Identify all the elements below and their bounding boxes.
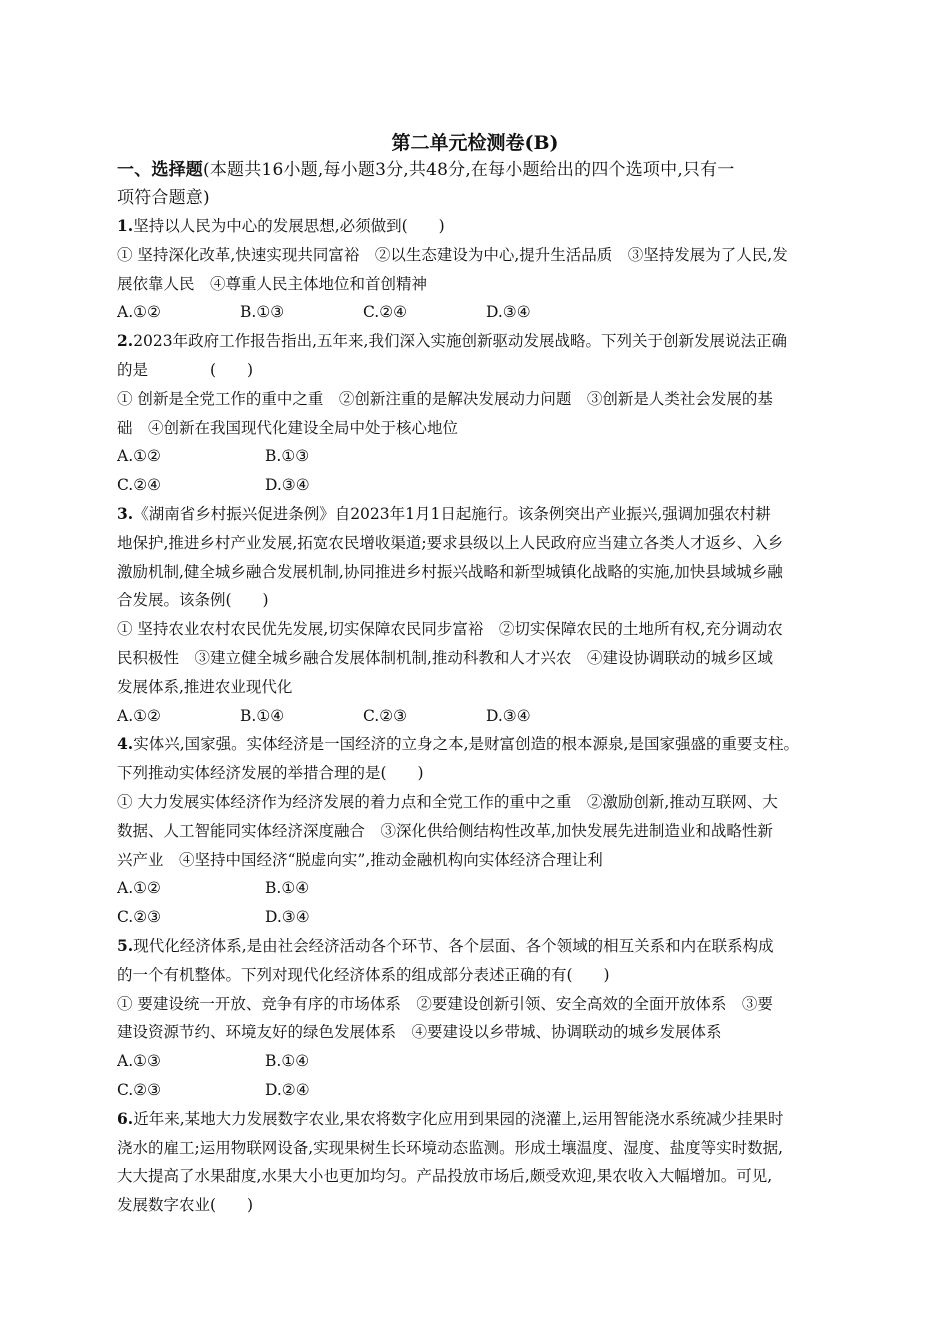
question-stem-line: 浇水的雇工;运用物联网设备,实现果树生长环境动态监测。形成土壤温度、湿度、盐度等实时数据, (117, 1138, 784, 1157)
option-a[interactable]: A.①② (117, 303, 161, 322)
question-2 (117, 327, 837, 500)
section-desc-line: 项符合题意) (117, 188, 210, 208)
option-c[interactable]: C.②③ (117, 1080, 162, 1099)
options-row (117, 702, 837, 731)
options-row (117, 298, 837, 327)
question-stem-line: 发展数字农业( ) (117, 1196, 254, 1215)
question-stem-line: 3.《湖南省乡村振兴促进条例》自2023年1月1日起施行。该条例突出产业振兴,强调加强农村耕 (117, 503, 771, 523)
statement-line: ① 坚持农业农村农民优先发展,切实保障农民同步富裕 ②切实保障农民的土地所有权,充分调动农 (117, 620, 783, 639)
section-title: 一、选择题 (117, 160, 203, 180)
option-c[interactable]: C.②④ (117, 476, 162, 495)
options-row (117, 903, 837, 932)
option-b[interactable]: B.①③ (240, 303, 285, 322)
section-heading (117, 156, 837, 212)
question-stem-line: 4.实体兴,国家强。实体经济是一国经济的立身之本,是财富创造的根本源泉,是国家强盛的重要支柱。 (117, 734, 799, 754)
question-stem-line: 1.坚持以人民为中心的发展思想,必须做到( ) (117, 216, 445, 235)
question-number: 1. (117, 216, 134, 235)
option-b[interactable]: B.①④ (240, 706, 285, 725)
question-3 (117, 500, 837, 730)
question-4 (117, 730, 837, 932)
statement-line: 兴产业 ④坚持中国经济“脱虚向实”,推动金融机构向实体经济合理让利 (117, 850, 603, 869)
question-stem-line: 5.现代化经济体系,是由社会经济活动各个环节、各个层面、各个领域的相互关系和内在联系构成 (117, 935, 774, 955)
question-number: 4. (117, 734, 134, 754)
question-number: 6. (117, 1108, 134, 1128)
statement-line: ① 要建设统一开放、竞争有序的市场体系 ②要建设创新引领、安全高效的全面开放体系 ③要 (117, 994, 773, 1013)
statement-line: 础 ④创新在我国现代化建设全局中处于核心地位 (117, 418, 459, 437)
statement-line: 建设资源节约、环境友好的绿色发展体系 ④要建设以乡带城、协调联动的城乡发展体系 (117, 1023, 722, 1042)
options-row (117, 442, 837, 471)
option-d[interactable]: D.③④ (486, 303, 531, 322)
question-1 (117, 212, 837, 327)
question-5 (117, 932, 837, 1105)
option-c[interactable]: C.②③ (363, 706, 408, 725)
option-a[interactable]: A.①② (117, 879, 161, 898)
statement-line: ① 大力发展实体经济作为经济发展的着力点和全党工作的重中之重 ②激励创新,推动互联网、大 (117, 792, 778, 811)
options-row (117, 471, 837, 500)
options-row (117, 874, 837, 903)
question-stem-line: 地保护,推进乡村产业发展,拓宽农民增收渠道;要求县级以上人民政府应当建立各类人才返乡、入乡 (117, 533, 784, 552)
statement-line: 数据、人工智能同实体经济深度融合 ③深化供给侧结构性改革,加快发展先进制造业和战略性新 (117, 821, 773, 840)
statement-line: 民积极性 ③建立健全城乡融合发展体制机制,推动科教和人才兴农 ④建设协调联动的城乡区域 (117, 648, 773, 667)
question-stem-line: 6.近年来,某地大力发展数字农业,果农将数字化应用到果园的浇灌上,运用智能浇水系统减少挂果时 (117, 1108, 784, 1128)
statement-line: ① 坚持深化改革,快速实现共同富裕 ②以生态建设为中心,提升生活品质 ③坚持发展为了人民,发 (117, 245, 788, 264)
section-desc-line: (本题共16小题,每小题3分,共48分,在每小题给出的四个选项中,只有一 (203, 160, 735, 180)
option-c[interactable]: C.②④ (363, 303, 408, 322)
question-stem-line: 合发展。该条例( ) (117, 591, 269, 610)
option-a[interactable]: A.①② (117, 447, 161, 466)
question-6 (117, 1105, 837, 1220)
question-number: 2. (117, 331, 134, 351)
question-stem-line: 的是 ( ) (117, 360, 254, 379)
option-d[interactable]: D.③④ (265, 476, 310, 495)
option-b[interactable]: B.①④ (265, 879, 310, 898)
statement-line: 展依靠人民 ④尊重人民主体地位和首创精神 (117, 274, 428, 293)
option-d[interactable]: D.③④ (486, 706, 531, 725)
option-d[interactable]: D.②④ (265, 1080, 310, 1099)
statement-line: ① 创新是全党工作的重中之重 ②创新注重的是解决发展动力问题 ③创新是人类社会发展的基 (117, 389, 773, 408)
exam-content (117, 156, 837, 1220)
question-number: 5. (117, 935, 134, 955)
options-row (117, 1076, 837, 1105)
question-number: 3. (117, 503, 134, 523)
options-row (117, 1047, 837, 1076)
question-stem-line: 的一个有机整体。下列对现代化经济体系的组成部分表述正确的有( ) (117, 965, 610, 984)
option-c[interactable]: C.②③ (117, 908, 162, 927)
page-title: 第二单元检测卷(B) (391, 132, 559, 154)
option-b[interactable]: B.①③ (265, 447, 310, 466)
question-stem-line: 2.2023年政府工作报告指出,五年来,我们深入实施创新驱动发展战略。下列关于创新发展说法正确 (117, 331, 787, 351)
question-stem-line: 大大提高了水果甜度,水果大小也更加均匀。产品投放市场后,颇受欢迎,果农收入大幅增加。可见, (117, 1167, 773, 1186)
option-b[interactable]: B.①④ (265, 1052, 310, 1071)
option-a[interactable]: A.①② (117, 706, 161, 725)
option-a[interactable]: A.①③ (117, 1052, 161, 1071)
statement-line: 发展体系,推进农业现代化 (117, 677, 293, 696)
option-d[interactable]: D.③④ (265, 908, 310, 927)
question-stem-line: 激励机制,健全城乡融合发展机制,协同推进乡村振兴战略和新型城镇化战略的实施,加快县域城乡融 (117, 562, 783, 581)
question-stem-line: 下列推动实体经济发展的举措合理的是( ) (117, 764, 424, 783)
